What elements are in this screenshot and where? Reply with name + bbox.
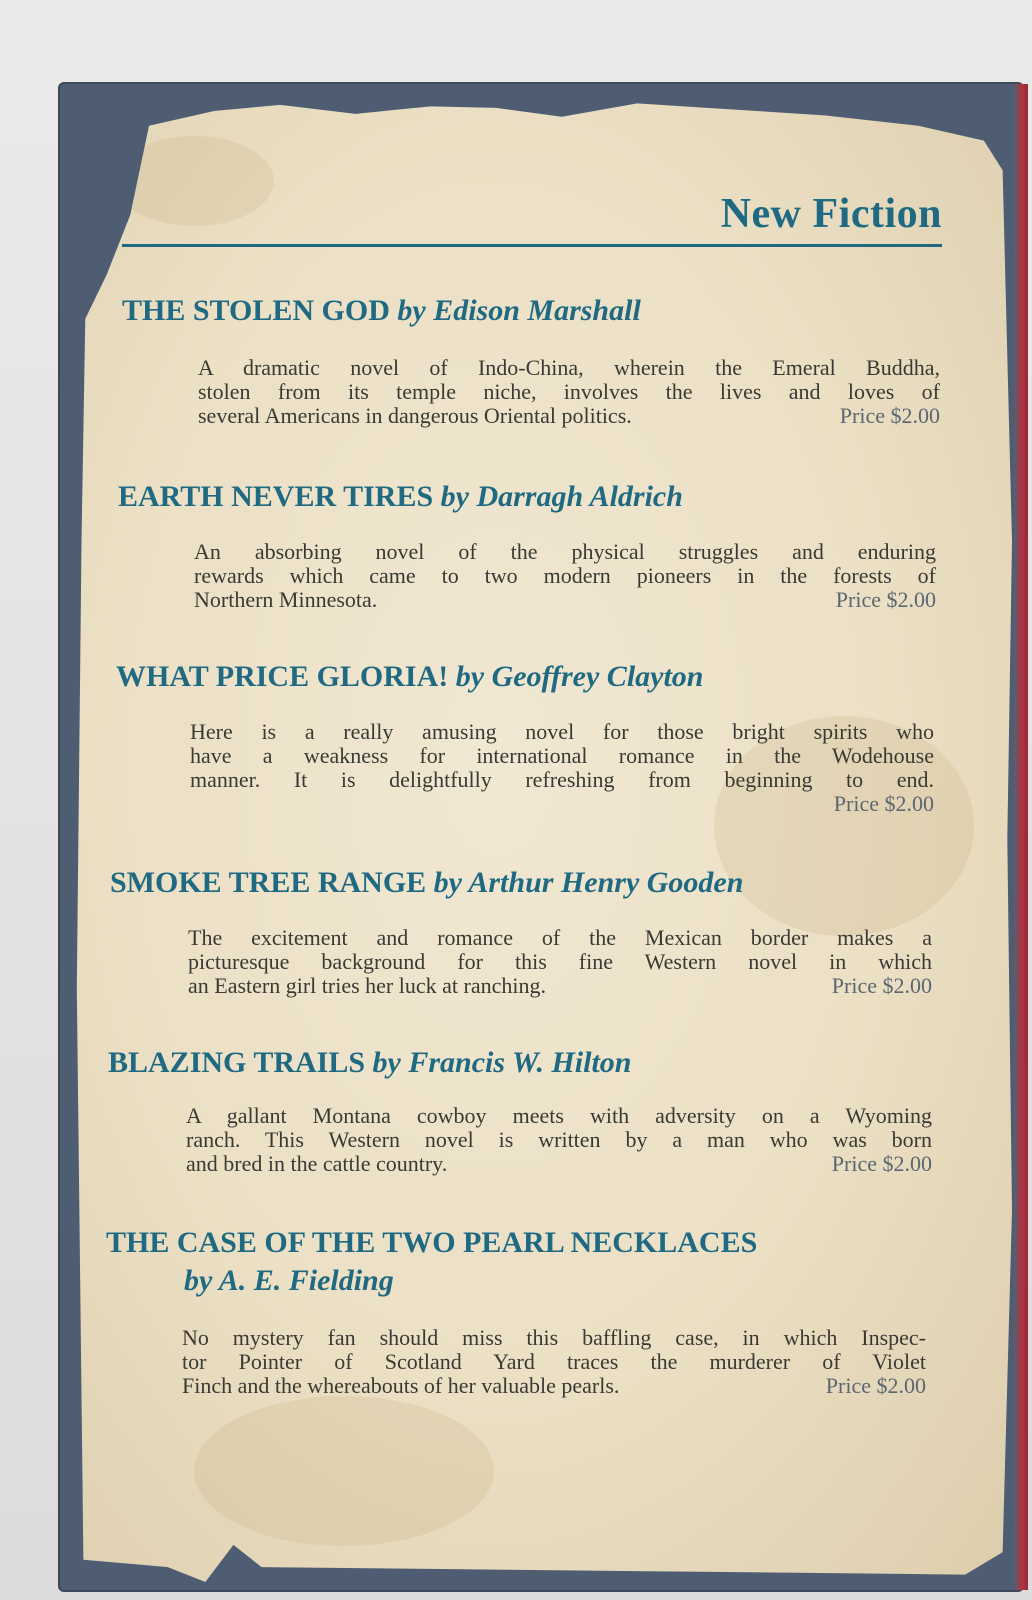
price-label: Price $2.00: [831, 973, 932, 998]
stain: [194, 1396, 494, 1546]
description-line: The excitement and romance of the Mexican border makes a: [188, 925, 932, 950]
header-rule: [122, 244, 942, 247]
book-author: by Darragh Aldrich: [440, 480, 683, 513]
book-title: WHAT PRICE GLORIA!: [116, 660, 449, 693]
book-title-line: [108, 1046, 632, 1080]
book-description: [194, 540, 936, 612]
price-label: Price $2.00: [839, 403, 940, 428]
description-line: rewards which came to two modern pioneers in the forests of: [194, 563, 936, 588]
book-title: THE STOLEN GOD: [122, 294, 390, 327]
page-title: New Fiction: [720, 191, 942, 237]
description-line: stolen from its temple niche, involves the lives and loves of: [198, 379, 940, 404]
book-title-line: [110, 866, 743, 900]
book-description: [188, 926, 932, 998]
book-description: [190, 720, 934, 816]
book-author: by Francis W. Hilton: [372, 1046, 632, 1079]
price-label: Price $2.00: [833, 791, 934, 816]
description-line: several Americans in dangerous Oriental politics. Price $2.00: [198, 403, 940, 428]
book-title-line: [118, 480, 683, 514]
book-title: EARTH NEVER TIRES: [118, 480, 434, 513]
book-author: by Geoffrey Clayton: [455, 660, 704, 693]
book-author: by A. E. Fielding: [184, 1264, 394, 1297]
book-description: [198, 356, 940, 428]
book-title-line: [122, 294, 641, 328]
description-line: Here is a really amusing novel for those bright spirits who: [190, 719, 934, 744]
description-line: A gallant Montana cowboy meets with adversity on a Wyoming: [186, 1103, 932, 1128]
price-label: Price $2.00: [835, 587, 936, 612]
description-line: Northern Minnesota. Price $2.00: [194, 587, 936, 612]
book-description: [182, 1326, 926, 1398]
book-title: SMOKE TREE RANGE: [110, 866, 427, 899]
book-description: [186, 1104, 932, 1176]
description-line: ranch. This Western novel is written by a man who was born: [186, 1127, 932, 1152]
description-line: Finch and the whereabouts of her valuable pearls. Price $2.00: [182, 1373, 926, 1398]
description-line: and bred in the cattle country. Price $2.00: [186, 1151, 932, 1176]
description-line: A dramatic novel of Indo-China, wherein the Emeral Buddha,: [198, 355, 940, 380]
description-line: An absorbing novel of the physical struggles and enduring: [194, 539, 936, 564]
description-line: No mystery fan should miss this baffling case, in which Inspec-: [182, 1325, 926, 1350]
description-line: picturesque background for this fine Western novel in which: [188, 949, 932, 974]
price-label: Price $2.00: [825, 1373, 926, 1398]
book-author: by Edison Marshall: [397, 294, 641, 327]
price-label: Price $2.00: [831, 1151, 932, 1176]
description-line: have a weakness for international romance in the Wodehouse: [190, 743, 934, 768]
book-edge: [1014, 84, 1028, 1590]
book-author: by Arthur Henry Gooden: [433, 866, 744, 899]
book-title-line: [116, 660, 704, 694]
book-title: THE CASE OF THE TWO PEARL NECKLACES: [106, 1226, 758, 1259]
description-line: tor Pointer of Scotland Yard traces the murderer of Violet: [182, 1349, 926, 1374]
description-line: manner. It is delightfully refreshing from beginning to end.: [190, 767, 934, 792]
page-header: [122, 180, 942, 250]
description-line: an Eastern girl tries her luck at ranching. Price $2.00: [188, 973, 932, 998]
book-title: BLAZING TRAILS: [108, 1046, 366, 1079]
